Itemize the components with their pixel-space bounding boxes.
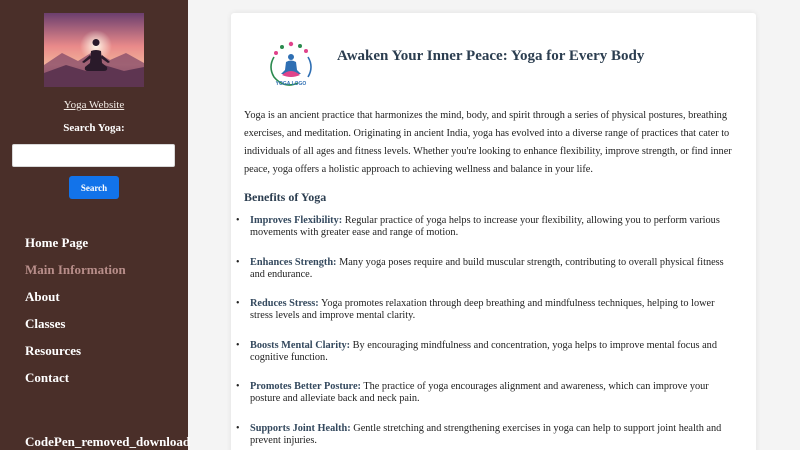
benefit-name: Improves Flexibility: (250, 215, 343, 226)
list-item (236, 340, 734, 364)
list-item (236, 215, 734, 239)
sidebar (0, 0, 191, 450)
page-title: Awaken Your Inner Peace: Yoga for Every Body (337, 48, 645, 64)
bullet-icon: • (236, 298, 240, 309)
main-nav (25, 234, 126, 396)
benefit-text: Regular practice of yoga helps to increase your flexibility, allowing you to perform various movements with greater ease and range of motion. (250, 215, 720, 238)
search-label: Search Yoga: (63, 122, 125, 134)
benefit-text: Many yoga poses require and build muscular strength, contributing to overall physical fitness and endurance. (250, 257, 724, 280)
benefit-name: Boosts Mental Clarity: (250, 340, 351, 351)
benefit-text: The practice of yoga encourages alignment and awareness, which can improve your posture and alleviate back and neck pain. (250, 381, 709, 404)
content-card (231, 13, 756, 450)
benefit-name: Reduces Stress: (250, 298, 319, 309)
nav-item-about[interactable]: About (25, 289, 60, 304)
bullet-icon: • (236, 381, 240, 392)
bullet-icon: • (236, 423, 240, 434)
benefit-name: Enhances Strength: (250, 257, 337, 268)
nav-item-contact[interactable]: Contact (25, 370, 70, 385)
nav-item-home[interactable]: Home Page (25, 235, 89, 250)
nav-item-codepen-download[interactable]: CodePen_removed_download (25, 434, 191, 449)
logo-text: YOGA LOGO (275, 81, 307, 87)
benefits-heading: Benefits of Yoga (244, 190, 327, 204)
intro-paragraph: Yoga is an ancient practice that harmonizes the mind, body, and spirit through a series of physical postures, breathing exercises, and meditation. Originating in ancient India, yoga has evolved into a diverse range of practices that cater to individuals of all ages and fitness levels. Whether you're looking to enhance flexibility, improve strength, or find inner peace, yoga offers a holistic approach to achieving wellness and balance in your life. (244, 110, 732, 175)
yoga-logo (264, 37, 318, 93)
search-button[interactable]: Search (69, 176, 119, 199)
bullet-icon: • (236, 215, 240, 226)
nav-item-resources[interactable]: Resources (25, 343, 82, 358)
benefit-text: By encouraging mindfulness and concentration, yoga helps to improve mental focus and cognitive function. (250, 340, 717, 363)
benefit-text: Yoga promotes relaxation through deep breathing and mindfulness techniques, helping to lower stress levels and improve mental clarity. (250, 298, 715, 321)
yoga-website-link[interactable]: Yoga Website (63, 99, 125, 111)
list-item (236, 257, 734, 281)
list-item (236, 298, 734, 322)
benefit-name: Supports Joint Health: (250, 423, 351, 434)
nav-item-main-information[interactable]: Main Information (25, 262, 126, 277)
bullet-icon: • (236, 340, 240, 351)
benefit-text: Gentle stretching and strengthening exercises in yoga can help to support joint health and prevent injuries. (250, 423, 722, 446)
nav-item-classes[interactable]: Classes (25, 316, 66, 331)
bullet-icon: • (236, 257, 240, 268)
benefit-name: Promotes Better Posture: (250, 381, 361, 392)
list-item (236, 381, 734, 405)
search-input[interactable] (12, 144, 175, 167)
yoga-meditation-image (44, 13, 144, 87)
list-item (236, 423, 734, 447)
